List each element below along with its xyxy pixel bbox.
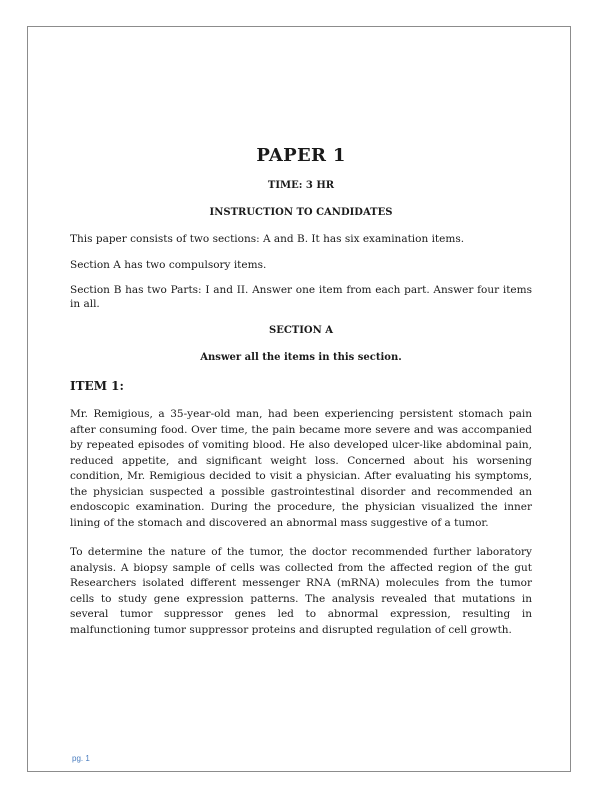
instruction-line: Section A has two compulsory items. — [70, 258, 267, 271]
instruction-line: This paper consists of two sections: A and B. It has six examination items. — [70, 233, 465, 245]
page-number: pg. 1 — [72, 754, 90, 763]
instruction-heading: INSTRUCTION TO CANDIDATES — [209, 207, 393, 218]
item-paragraph: Mr. Remigious, a 35-year-old man, had been experiencing persistent stomach pain after consuming food. Over time, the pain became more severe and was accompanied by repeated episodes of vomiting blood. He also developed ulcer-like abdominal pain, reduced appetite, and significant weight loss. Concerned about his worsening condition, Mr. Remigious decided to visit a physician. After evaluating his symptoms, the physician suspected a possible gastrointestinal disorder and recommended an endoscopic examination. During the procedure, the physician visualized the inner lining of the stomach and discovered an abnormal mass suggestive of a tumor. — [70, 408, 532, 529]
item-heading: ITEM 1: — [70, 379, 124, 393]
document-body — [70, 145, 532, 652]
paper-title: PAPER 1 — [256, 145, 346, 166]
exam-time: TIME: 3 HR — [267, 180, 335, 191]
section-instruction: Answer all the items in this section. — [200, 352, 402, 363]
section-heading: SECTION A — [268, 325, 333, 336]
item-paragraph: To determine the nature of the tumor, the doctor recommended further laboratory analysis. A biopsy sample of cells was collected from the affected region of the gut Researchers isolated different messenger RNA (mRNA) molecules from the tumor cells to study gene expression patterns. The analysis revealed that mutations in several tumor suppressor genes led to abnormal expression, resulting in malfunctioning tumor suppressor proteins and disrupted regulation of cell growth. — [70, 546, 532, 636]
instruction-line: Section B has two Parts: I and II. Answer one item from each part. Answer four items in all. — [70, 284, 532, 310]
